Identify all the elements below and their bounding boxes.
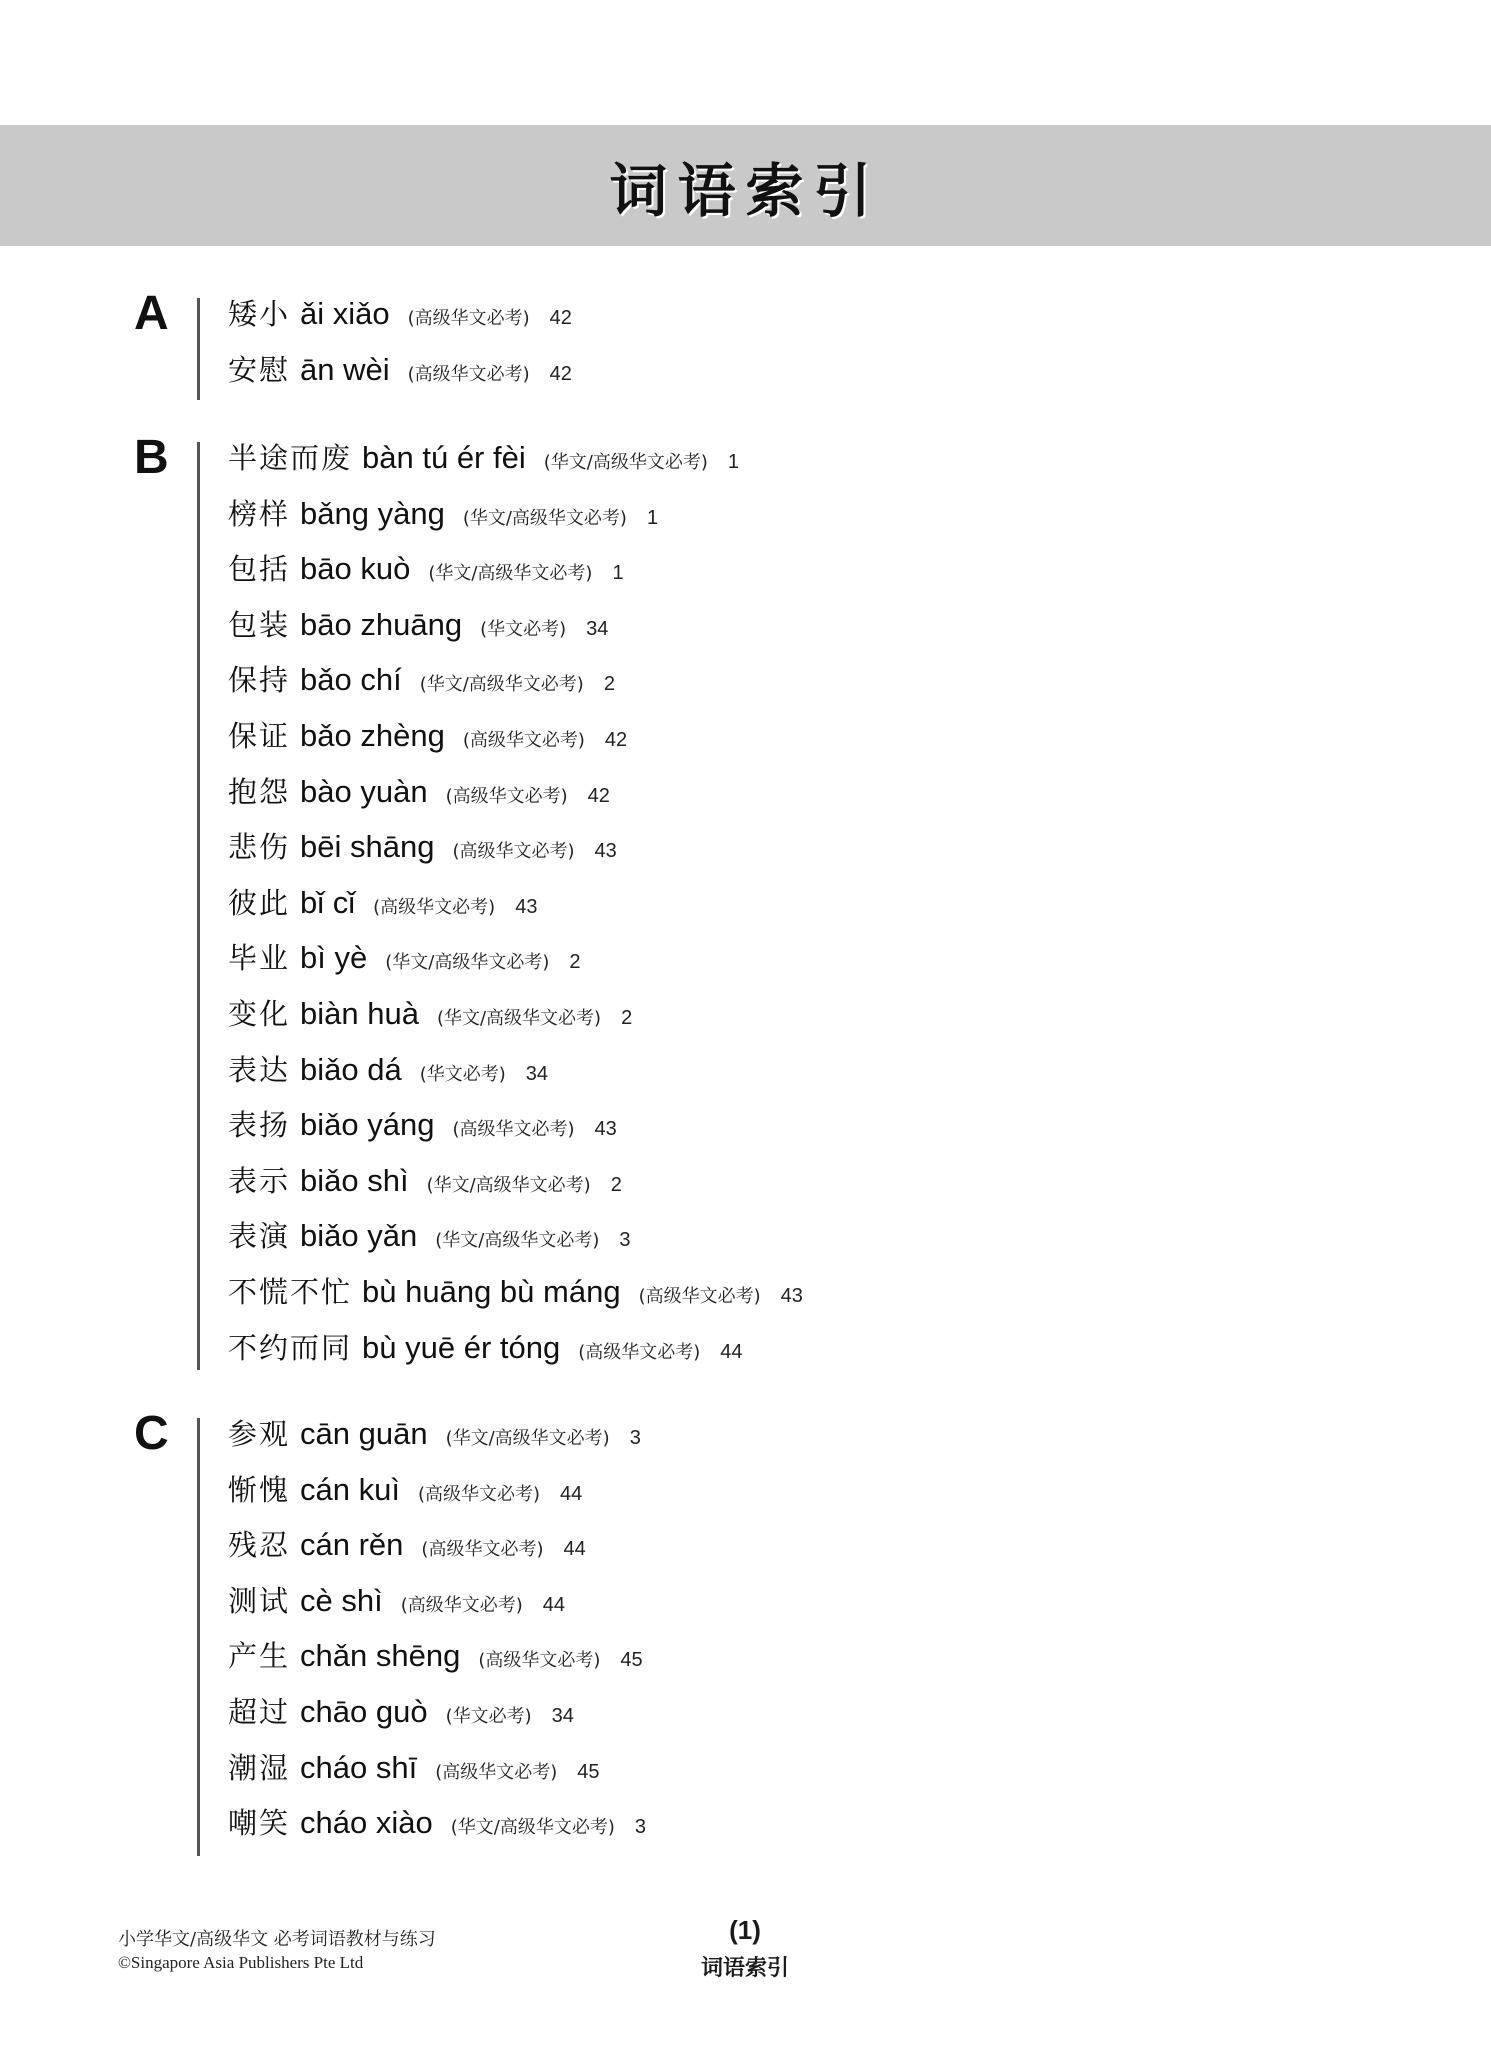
- entry-tag: (华文/高级华文必考): [445, 1428, 610, 1449]
- index-entry: [228, 1579, 646, 1635]
- entry-tag: (华文必考): [419, 1063, 506, 1085]
- entry-tag: (华文/高级华文必考): [428, 563, 593, 585]
- entry-hanzi: 参观: [228, 1417, 291, 1451]
- section-letter: A: [134, 287, 169, 340]
- entry-pinyin: cháo shī: [300, 1749, 418, 1785]
- entry-tag: (高级华文必考): [478, 1650, 601, 1672]
- entry-pinyin: bǎo chí: [300, 662, 402, 698]
- entry-hanzi: 惭愧: [228, 1472, 291, 1507]
- entry-page: 44: [542, 1593, 566, 1616]
- entry-pinyin: bǎng yàng: [300, 495, 445, 531]
- entry-tag: (华文/高级华文必考): [419, 674, 584, 696]
- entry-pinyin: biǎo dá: [300, 1051, 402, 1087]
- entry-tag: (华文/高级华文必考): [543, 452, 708, 473]
- entry-tag: (高级华文必考): [462, 729, 585, 751]
- entry-pinyin: bāo zhuāng: [300, 606, 463, 642]
- entry-tag: (华文/高级华文必考): [435, 1230, 600, 1252]
- entry-page: 45: [620, 1649, 643, 1672]
- entry-tag: (高级华文必考): [373, 896, 496, 918]
- entry-tag: (高级华文必考): [407, 363, 530, 385]
- entry-hanzi: 残忍: [228, 1528, 291, 1563]
- entry-hanzi: 表演: [228, 1219, 291, 1254]
- section-letter: B: [134, 431, 169, 484]
- section-divider: [197, 298, 200, 400]
- index-entry: [228, 292, 572, 348]
- entry-hanzi: 不约而同: [228, 1330, 353, 1365]
- entry-page: 1: [646, 506, 659, 529]
- index-entry: [228, 1746, 646, 1802]
- entry-page: 42: [604, 728, 628, 751]
- entry-list: [228, 1412, 646, 1857]
- entry-hanzi: 安慰: [228, 352, 291, 387]
- entry-pinyin: bù yuē ér tóng: [362, 1329, 561, 1365]
- entry-pinyin: cān guān: [300, 1416, 428, 1451]
- entry-hanzi: 彼此: [228, 885, 291, 920]
- index-entry: [228, 1214, 803, 1270]
- entry-hanzi: 保持: [228, 663, 291, 698]
- entry-hanzi: 嘲笑: [228, 1806, 291, 1841]
- entry-pinyin: bǎo zhèng: [300, 717, 445, 753]
- entry-tag: (华文/高级华文必考): [450, 1817, 615, 1839]
- entry-pinyin: biàn huà: [300, 995, 419, 1031]
- entry-page: 34: [525, 1062, 549, 1085]
- index-entry: [228, 936, 803, 992]
- section-letter: C: [134, 1407, 169, 1460]
- entry-page: 3: [629, 1427, 641, 1449]
- entry-tag: (高级华文必考): [435, 1761, 558, 1783]
- entry-pinyin: bù huāng bù máng: [362, 1273, 621, 1309]
- entry-page: 42: [549, 307, 572, 329]
- entry-page: 43: [515, 895, 538, 918]
- entry-pinyin: bàn tú ér fèi: [362, 440, 526, 475]
- entry-hanzi: 变化: [228, 996, 291, 1031]
- entry-tag: (高级华文必考): [452, 1119, 575, 1141]
- entry-page: 43: [594, 1118, 617, 1141]
- entry-hanzi: 毕业: [228, 941, 291, 976]
- entry-page: 34: [551, 1704, 574, 1727]
- entry-pinyin: bì yè: [300, 940, 368, 976]
- entry-tag: (高级华文必考): [421, 1539, 544, 1561]
- footer-section-title: 词语索引: [700, 1956, 789, 1981]
- index-entry: [228, 603, 803, 659]
- entry-page: 3: [619, 1229, 631, 1252]
- entry-pinyin: cè shì: [300, 1582, 383, 1618]
- entry-pinyin: biǎo yǎn: [300, 1218, 418, 1254]
- footer-page-info: [660, 1915, 830, 1982]
- index-entry: [228, 658, 803, 714]
- entry-hanzi: 半途而废: [228, 441, 353, 475]
- entry-page: 2: [569, 951, 581, 974]
- index-entry: [228, 770, 803, 826]
- entry-page: 43: [594, 840, 617, 863]
- index-entry: [228, 492, 803, 548]
- entry-page: 34: [586, 617, 609, 640]
- index-entry: [228, 436, 803, 492]
- index-entry: [228, 1468, 646, 1524]
- page-number: (1): [729, 1915, 761, 1945]
- entry-hanzi: 表达: [228, 1052, 291, 1087]
- entry-hanzi: 不慌不忙: [228, 1274, 353, 1309]
- index-entry: [228, 348, 572, 404]
- entry-hanzi: 悲伤: [228, 830, 291, 865]
- entry-page: 2: [610, 1173, 622, 1196]
- entry-page: 44: [560, 1482, 583, 1505]
- entry-page: 42: [587, 784, 610, 807]
- entry-tag: (高级华文必考): [407, 308, 530, 329]
- title-banner: [0, 125, 1491, 246]
- entry-hanzi: 表示: [228, 1163, 291, 1198]
- entry-tag: (华文必考): [445, 1705, 532, 1727]
- index-entry: [228, 825, 803, 881]
- entry-list: [228, 292, 572, 403]
- index-entry: [228, 1103, 803, 1159]
- entry-hanzi: 矮小: [228, 297, 291, 331]
- entry-page: 42: [549, 362, 572, 385]
- index-entry: [228, 1412, 646, 1468]
- entry-page: 2: [621, 1006, 633, 1029]
- index-entry: [228, 1634, 646, 1690]
- index-entry: [228, 992, 803, 1048]
- entry-hanzi: 测试: [228, 1583, 291, 1618]
- entry-hanzi: 潮湿: [228, 1750, 291, 1785]
- section-divider: [197, 1418, 200, 1856]
- section-divider: [197, 442, 200, 1370]
- entry-page: 43: [780, 1284, 803, 1307]
- index-entry: [228, 1048, 803, 1104]
- entry-page: 2: [603, 673, 615, 696]
- entry-pinyin: biǎo shì: [300, 1162, 409, 1198]
- entry-pinyin: bāo kuò: [300, 551, 411, 587]
- entry-page: 1: [612, 562, 624, 585]
- index-entry: [228, 714, 803, 770]
- entry-tag: (华文/高级华文必考): [426, 1174, 591, 1196]
- entry-tag: (华文必考): [480, 618, 567, 640]
- entry-tag: (华文/高级华文必考): [385, 952, 550, 974]
- entry-pinyin: bēi shāng: [300, 829, 435, 865]
- index-entry: [228, 1690, 646, 1746]
- entry-hanzi: 榜样: [228, 496, 291, 531]
- entry-pinyin: cháo xiào: [300, 1805, 433, 1841]
- entry-pinyin: bào yuàn: [300, 773, 428, 809]
- index-entry: [228, 1801, 646, 1857]
- entry-tag: (高级华文必考): [445, 785, 568, 807]
- entry-pinyin: ǎi xiǎo: [300, 296, 390, 331]
- footer-publication-info: [118, 1925, 436, 1973]
- entry-pinyin: biǎo yáng: [300, 1107, 435, 1143]
- entry-hanzi: 抱怨: [228, 774, 291, 809]
- index-entry: [228, 1523, 646, 1579]
- entry-page: 3: [634, 1816, 646, 1839]
- entry-page: 1: [727, 451, 739, 473]
- entry-page: 45: [577, 1760, 600, 1783]
- entry-tag: (华文/高级华文必考): [436, 1007, 602, 1029]
- entry-hanzi: 包括: [228, 552, 291, 587]
- index-entry: [228, 547, 803, 603]
- entry-hanzi: 表扬: [228, 1108, 291, 1143]
- entry-pinyin: bǐ cǐ: [300, 884, 356, 920]
- page-title: 词语索引: [609, 156, 882, 225]
- entry-pinyin: cán kuì: [300, 1471, 400, 1507]
- book-title: 小学华文/高级华文 必考词语教材与练习: [118, 1929, 436, 1950]
- entry-tag: (高级华文必考): [417, 1483, 541, 1505]
- entry-page: 44: [720, 1340, 743, 1363]
- entry-tag: (高级华文必考): [578, 1341, 701, 1363]
- index-entry: [228, 1326, 803, 1382]
- entry-tag: (高级华文必考): [452, 841, 575, 863]
- index-entry: [228, 881, 803, 937]
- entry-tag: (华文/高级华文必考): [462, 507, 627, 529]
- entry-hanzi: 包装: [228, 607, 291, 642]
- entry-list: [228, 436, 803, 1381]
- entry-hanzi: 超过: [228, 1694, 291, 1729]
- entry-pinyin: cán rěn: [300, 1527, 404, 1563]
- entry-hanzi: 产生: [228, 1639, 291, 1674]
- entry-pinyin: chāo guò: [300, 1693, 428, 1729]
- index-entry: [228, 1159, 803, 1215]
- index-entry: [228, 1270, 803, 1326]
- entry-pinyin: ān wèi: [300, 351, 390, 387]
- entry-tag: (高级华文必考): [400, 1594, 523, 1616]
- copyright-notice: ©Singapore Asia Publishers Pte Ltd: [118, 1953, 364, 1972]
- entry-page: 44: [563, 1538, 586, 1561]
- entry-pinyin: chǎn shēng: [300, 1638, 461, 1674]
- entry-tag: (高级华文必考): [638, 1285, 761, 1307]
- entry-hanzi: 保证: [228, 718, 291, 753]
